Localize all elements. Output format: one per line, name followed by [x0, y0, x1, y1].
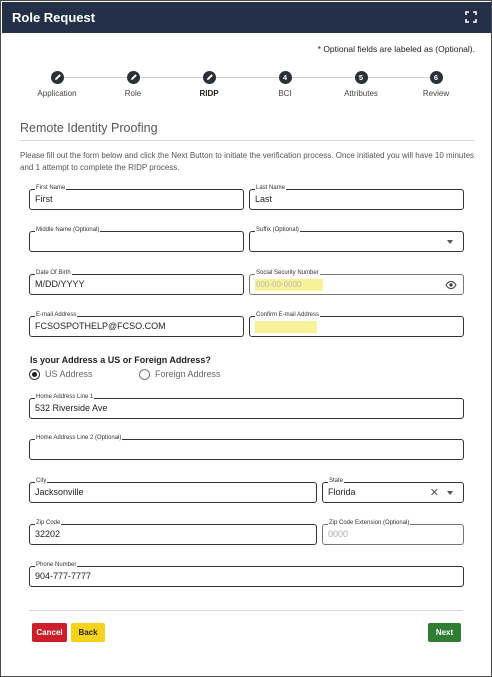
- step-label: Review: [422, 89, 450, 98]
- back-button[interactable]: Back: [71, 623, 105, 642]
- chevron-down-icon[interactable]: [447, 240, 453, 244]
- field-label: First Name: [36, 185, 66, 191]
- clear-icon[interactable]: ✕: [429, 487, 439, 499]
- dob-value: M/DD/YYYY: [35, 279, 85, 289]
- field-label: Home Address Line 1: [36, 394, 94, 400]
- window-title: Role Request: [12, 10, 96, 25]
- step-attributes[interactable]: [321, 71, 401, 98]
- phone-number-field[interactable]: [29, 562, 464, 587]
- step-review[interactable]: [396, 71, 476, 98]
- step-application[interactable]: [17, 71, 97, 98]
- title-bar: [2, 2, 491, 33]
- address-line-1-value: 532 Riverside Ave: [35, 403, 108, 413]
- field-label: Date Of Birth: [36, 270, 71, 276]
- step-number: 5: [355, 71, 368, 84]
- step-bci[interactable]: [245, 71, 325, 98]
- ssn-placeholder: 000-00-0000: [255, 279, 323, 291]
- zip-code-value: 32202: [35, 529, 61, 539]
- city-value: Jacksonville: [35, 487, 84, 497]
- next-button[interactable]: Next: [428, 623, 461, 642]
- field-label: Home Address Line 2 (Optional): [36, 435, 122, 441]
- first-name-field[interactable]: [29, 185, 244, 210]
- field-label: State: [329, 478, 344, 484]
- step-label: Application: [37, 89, 77, 98]
- state-select[interactable]: [322, 478, 464, 503]
- optional-note: * Optional fields are labeled as (Optional).: [317, 44, 475, 54]
- email-value: FCSOSPOTHELP@FCSO.COM: [35, 321, 166, 331]
- radio-unchecked-icon: [139, 369, 150, 380]
- field-label: Middle Name (Optional): [36, 227, 100, 233]
- field-label: City: [36, 478, 47, 484]
- ssn-field[interactable]: [249, 270, 464, 295]
- radio-label: Foreign Address: [155, 369, 221, 379]
- first-name-value: First: [35, 194, 53, 204]
- progress-stepper: [19, 71, 475, 101]
- section-title: Remote Identity Proofing: [20, 121, 158, 135]
- address-line-1-field[interactable]: [29, 394, 464, 419]
- expand-icon[interactable]: [465, 11, 477, 23]
- eye-icon[interactable]: [445, 279, 457, 291]
- field-label: E-mail Address: [36, 312, 77, 318]
- step-label: BCI: [278, 89, 292, 98]
- field-label: Zip Code Extension (Optional): [329, 520, 410, 526]
- radio-checked-icon: [29, 369, 40, 380]
- middle-name-field[interactable]: [29, 227, 244, 252]
- step-label: Attributes: [344, 89, 378, 98]
- confirm-email-highlight: [255, 321, 317, 333]
- step-pencil-icon: [127, 71, 140, 84]
- address-line-2-field[interactable]: [29, 435, 464, 460]
- email-field[interactable]: [29, 312, 244, 337]
- zip-code-field[interactable]: [29, 520, 317, 545]
- footer-divider: [29, 610, 463, 611]
- foreign-address-radio[interactable]: [139, 369, 219, 381]
- step-pencil-icon: [203, 71, 216, 84]
- step-number: 6: [430, 71, 443, 84]
- address-type-question: Is your Address a US or Foreign Address?: [30, 355, 211, 365]
- field-label: Confirm E-mail Address: [256, 312, 320, 318]
- step-pencil-icon: [51, 71, 64, 84]
- confirm-email-field[interactable]: [249, 312, 464, 337]
- last-name-value: Last: [255, 194, 273, 204]
- suffix-select[interactable]: [249, 227, 464, 252]
- phone-number-value: 904-777-7777: [35, 571, 92, 581]
- zip-extension-field[interactable]: [322, 520, 464, 545]
- last-name-field[interactable]: [249, 185, 464, 210]
- state-value: Florida: [328, 487, 356, 497]
- step-number: 4: [279, 71, 292, 84]
- chevron-down-icon[interactable]: [447, 491, 453, 495]
- cancel-button[interactable]: Cancel: [32, 623, 67, 642]
- field-label: Social Security Number: [256, 270, 319, 276]
- zip-extension-placeholder: 0000: [328, 529, 349, 539]
- field-label: Phone Number: [36, 562, 77, 568]
- step-role[interactable]: [93, 71, 173, 98]
- intro-text: Please fill out the form below and click the Next Button to initiate the verification process. Once initiated you will have 10 minutes and 1 attempt to complete the RIDP process.: [20, 151, 475, 172]
- field-label: Suffix (Optional): [256, 227, 299, 233]
- section-divider: [20, 140, 474, 141]
- field-label: Zip Code: [36, 520, 61, 526]
- radio-label: US Address: [45, 369, 93, 379]
- field-label: Last Name: [256, 185, 286, 191]
- step-ridp[interactable]: [169, 71, 249, 98]
- city-field[interactable]: [29, 478, 317, 503]
- us-address-radio[interactable]: [29, 369, 99, 381]
- step-label: Role: [124, 89, 142, 98]
- step-label: RIDP: [199, 89, 219, 98]
- dob-field[interactable]: [29, 270, 244, 295]
